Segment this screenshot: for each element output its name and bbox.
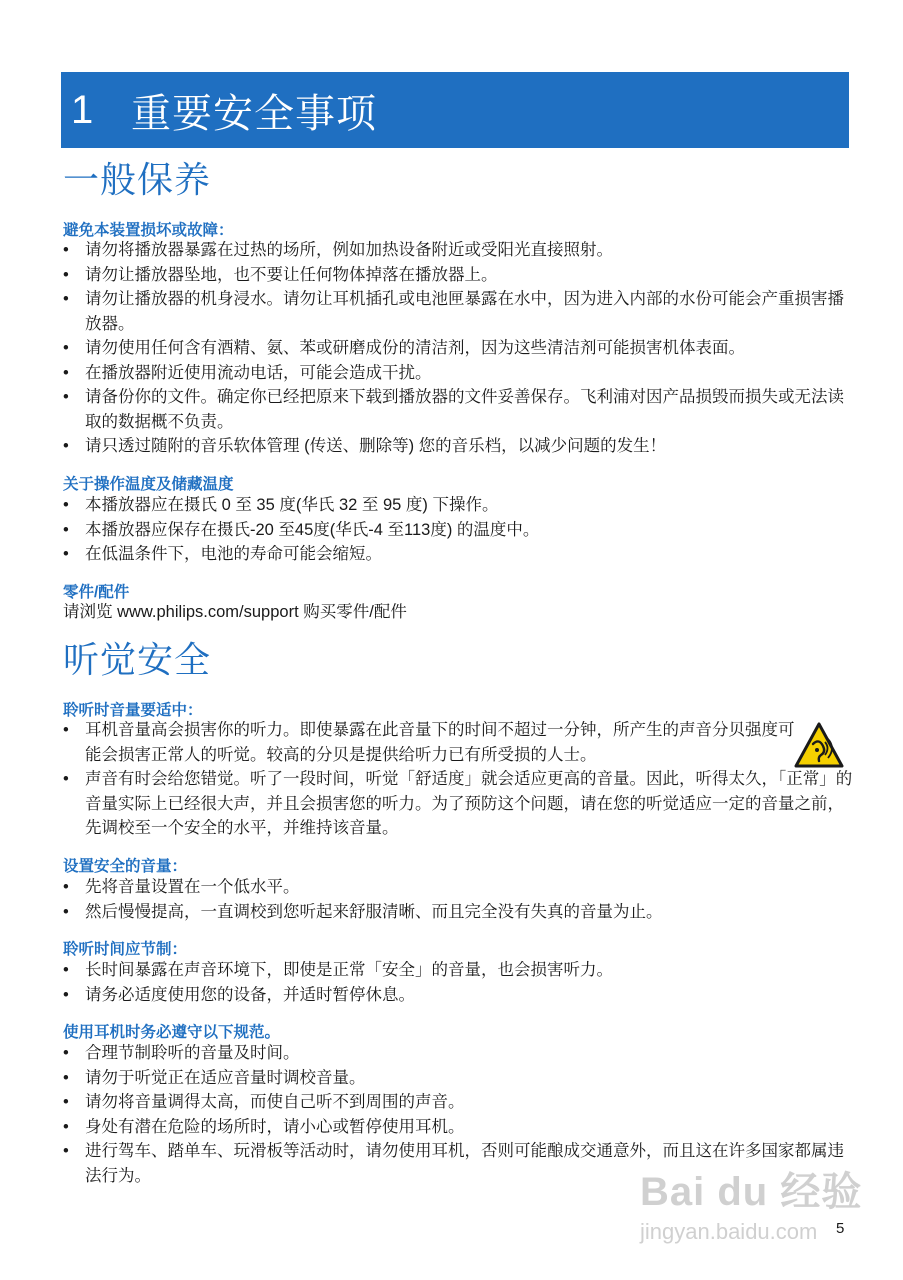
watermark-url: jingyan.baidu.com: [640, 1219, 818, 1244]
list-item: • 身处有潜在危险的场所时，请小心或暂停使用耳机。: [63, 1115, 853, 1140]
list-item: • 长时间暴露在声音环境下，即使是正常「安全」的音量，也会损害听力。: [63, 958, 853, 983]
chapter-number: 1: [71, 87, 94, 132]
list-item: • 本播放器应保存在摄氏-20 至45度(华氏-4 至113度) 的温度中。: [63, 518, 853, 543]
hearing-warning-icon: [794, 722, 844, 768]
subheading-moderate-volume: 聆听时音量要适中：: [63, 702, 203, 719]
list-item: • 请勿将播放器暴露在过热的场所，例如加热设备附近或受阳光直接照射。: [63, 238, 853, 263]
safe-volume-list: [63, 875, 853, 924]
subheading-limit-time: 聆听时间应节制：: [63, 941, 188, 958]
subheading-headphone-rules: 使用耳机时务必遵守以下规范。: [63, 1024, 281, 1041]
list-item: • 请勿于听觉正在适应音量时调校音量。: [63, 1066, 853, 1091]
parts-text: 请浏览 www.philips.com/support 购买零件/配件: [63, 603, 407, 621]
section-title-hearing-safety: 听觉安全: [63, 639, 212, 680]
list-item: • 请备份你的文件。确定你已经把原来下载到播放器的文件妥善保存。飞利浦对因产品损毁而损失或无法读取的数据概不负责。: [63, 385, 855, 434]
list-item: • 进行驾车、踏单车、玩滑板等活动时，请勿使用耳机，否则可能酿成交通意外，而且这在许多国家都属违法行为。: [63, 1139, 853, 1188]
temperature-list: [63, 493, 853, 567]
baidu-watermark: [640, 1160, 862, 1245]
subheading-temperature: 关于操作温度及储藏温度: [63, 476, 234, 493]
subheading-safe-volume: 设置安全的音量：: [63, 858, 188, 875]
list-item: • 请只透过随附的音乐软体管理 (传送、删除等) 您的音乐档，以减少问题的发生！: [63, 434, 853, 459]
list-item: • 请勿将音量调得太高，而使自己听不到周围的声音。: [63, 1090, 853, 1115]
list-item: • 请务必适度使用您的设备，并适时暂停休息。: [63, 983, 853, 1008]
subheading-avoid-damage: 避免本装置损坏或故障：: [63, 222, 234, 239]
list-item: • 在播放器附近使用流动电话，可能会造成干扰。: [63, 361, 853, 386]
subheading-parts: 零件/配件: [63, 584, 130, 601]
list-item: • 在低温条件下，电池的寿命可能会缩短。: [63, 542, 853, 567]
list-item: • 然后慢慢提高，一直调校到您听起来舒服清晰、而且完全没有失真的音量为止。: [63, 900, 853, 925]
page-number: 5: [836, 1220, 845, 1237]
list-item: • 请勿让播放器坠地，也不要让任何物体掉落在播放器上。: [63, 263, 853, 288]
chapter-header: [61, 72, 849, 148]
list-item: • 本播放器应在摄氏 0 至 35 度(华氏 32 至 95 度) 下操作。: [63, 493, 853, 518]
avoid-damage-list: [63, 238, 853, 459]
section-title-general-care: 一般保养: [63, 159, 212, 200]
list-item: • 先将音量设置在一个低水平。: [63, 875, 853, 900]
chapter-title: 重要安全事项: [131, 91, 377, 136]
list-item: • 请勿使用任何含有酒精、氨、苯或研磨成份的清洁剂，因为这些清洁剂可能损害机体表面。: [63, 336, 853, 361]
list-item: • 合理节制聆听的音量及时间。: [63, 1041, 853, 1066]
moderate-volume-list: [63, 718, 853, 841]
list-item: • 请勿让播放器的机身浸水。请勿让耳机插孔或电池匣暴露在水中，因为进入内部的水份可能会产重损害播放器。: [63, 287, 853, 336]
list-item: • 耳机音量高会损害你的听力。即使暴露在此音量下的时间不超过一分钟，所产生的声音分贝强度可能会损害正常人的听觉。较高的分贝是提供给听力已有所受损的人士。: [63, 718, 795, 767]
watermark-logo: Bai du 经验: [640, 1170, 863, 1214]
limit-time-list: [63, 958, 853, 1007]
list-item: • 声音有时会给您错觉。听了一段时间，听觉「舒适度」就会适应更高的音量。因此，听得太久，「正常」的音量实际上已经很大声，并且会损害您的听力。为了预防这个问题，请在您的听觉适应一定的音量之前，先调校至一个安全的水平，并维持该音量。: [63, 767, 853, 841]
